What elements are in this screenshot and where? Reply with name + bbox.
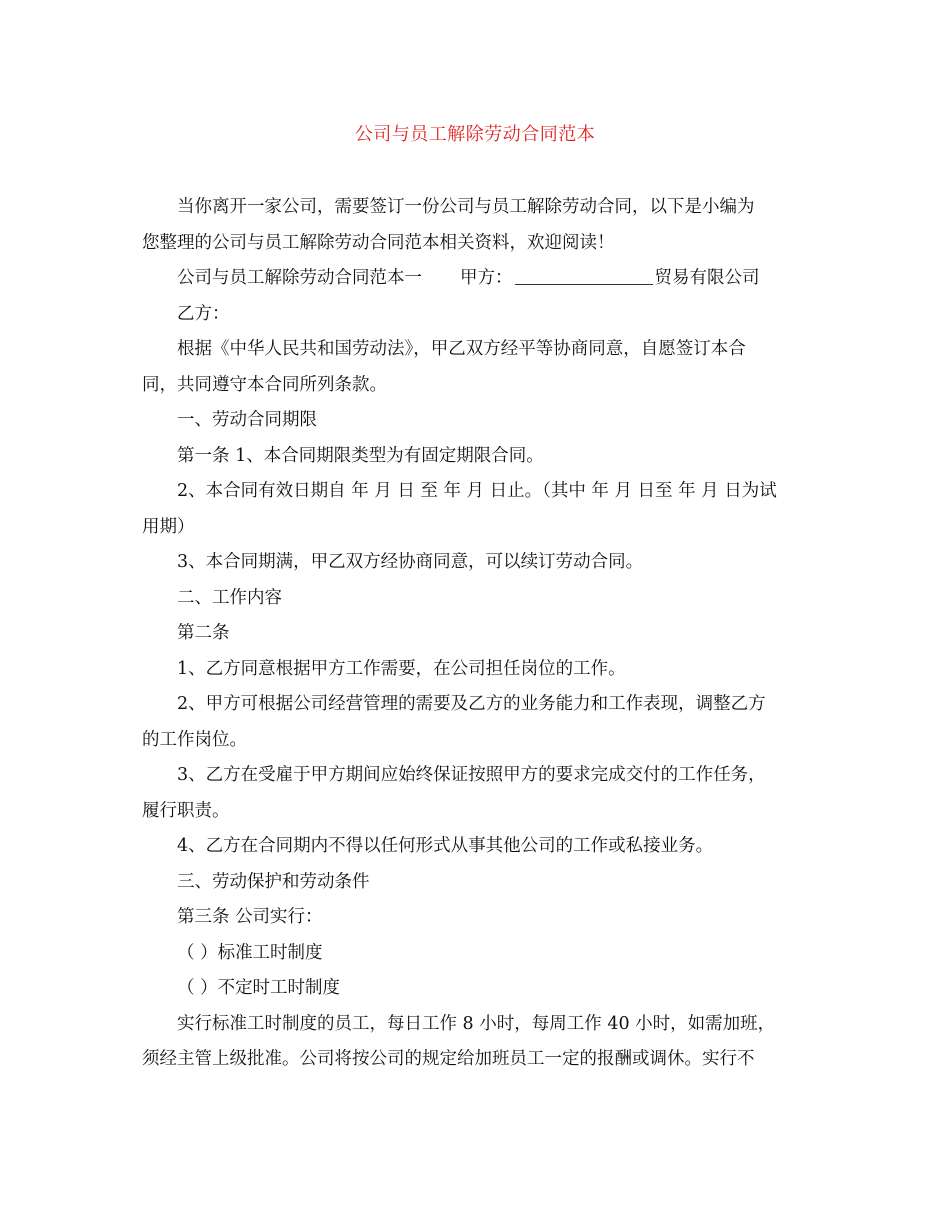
party-a-blank (515, 266, 653, 285)
article-2-item-4: 4、乙方在合同期内不得以任何形式从事其他公司的工作或私接业务。 (177, 836, 714, 856)
article-1-item-3: 3、本合同期满，甲乙双方经协商同意，可以续订劳动合同。 (177, 552, 644, 572)
article-2-item-1: 1、乙方同意根据甲方工作需要，在公司担任岗位的工作。 (177, 658, 626, 679)
article-3-option-2: （ ）不定时工时制度 (177, 978, 341, 998)
article-2-item-2-line-2: 的工作岗位。 (142, 729, 247, 750)
article-3-heading: 第三条 公司实行： (177, 907, 323, 927)
article-2-item-3-line-1: 3、乙方在受雇于甲方期间应始终保证按照甲方的要求完成交付的工作任务， (177, 765, 766, 785)
intro-line-1: 当你离开一家公司，需要签订一份公司与员工解除劳动合同，以下是小编为 (177, 197, 755, 217)
party-a-label: 甲方： (460, 268, 513, 288)
basis-line-2: 同，共同遵守本合同所列条款。 (142, 374, 387, 395)
article-1-item-1: 第一条 1、本合同期限类型为有固定期限合同。 (177, 445, 544, 466)
article-2-item-2-line-1: 2、甲方可根据公司经营管理的需要及乙方的业务能力和工作表现，调整乙方 (177, 694, 766, 714)
section-heading-2: 二、工作内容 (177, 587, 282, 608)
article-3-option-1: （ ）标准工时制度 (177, 942, 323, 963)
article-1-item-2-line-2: 用期） (142, 516, 195, 537)
section-heading-1: 一、劳动合同期限 (177, 410, 317, 430)
basis-line-1: 根据《中华人民共和国劳动法》，甲乙双方经平等协商同意，自愿签订本合 (177, 339, 746, 359)
document-body (142, 190, 812, 1078)
intro-paragraph (142, 190, 812, 226)
article-2-heading: 第二条 (177, 623, 230, 643)
party-a-line (142, 261, 812, 297)
document-title: 公司与员工解除劳动合同范本 (354, 124, 596, 145)
article-3-paragraph-line-2: 须经主管上级批准。公司将按公司的规定给加班员工一定的报酬或调休。实行不 (142, 1049, 755, 1069)
section-heading-3: 三、劳动保护和劳动条件 (177, 871, 370, 892)
intro-line-2: 您整理的公司与员工解除劳动合同范本相关资料，欢迎阅读！ (142, 232, 615, 253)
article-3-paragraph-line-1: 实行标准工时制度的员工，每日工作 8 小时，每周工作 40 小时，如需加班， (177, 1013, 776, 1034)
article-1-item-2-line-1: 2、本合同有效日期自 年 月 日 至 年 月 日止。（其中 年 月 日至 年 月 日为试 (177, 481, 777, 501)
party-b-label: 乙方： (177, 303, 230, 324)
article-2-item-3-line-2: 履行职责。 (142, 800, 230, 821)
party-a-suffix: 贸易有限公司 (654, 268, 760, 288)
sample-heading: 公司与员工解除劳动合同范本一 (177, 268, 422, 288)
